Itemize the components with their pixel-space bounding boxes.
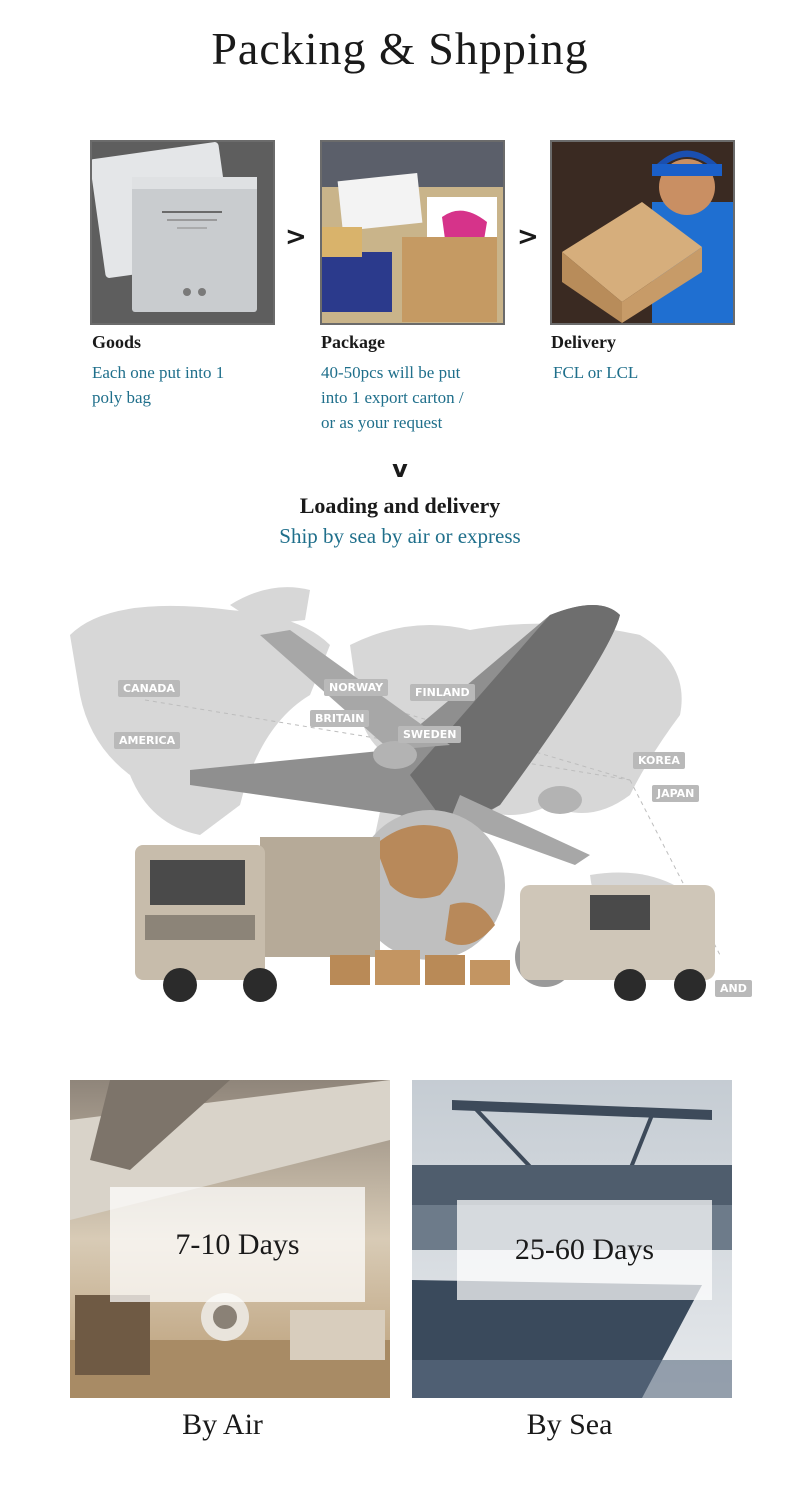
arrow-right-2: > — [517, 222, 539, 252]
air-days-label: 7-10 Days — [110, 1187, 365, 1302]
step-goods-title: Goods — [92, 332, 142, 352]
delivery-photo — [550, 140, 735, 325]
map-label-britain: BRITAIN — [310, 710, 369, 727]
loading-title: Loading and delivery — [299, 493, 501, 518]
step-delivery-title: Delivery — [551, 332, 616, 352]
sea-days-label: 25-60 Days — [457, 1200, 712, 1300]
step-package-title: Package — [321, 332, 385, 352]
sea-caption: By Sea — [526, 1408, 613, 1441]
map-label-partial: AND — [715, 980, 752, 997]
map-label-japan: JAPAN — [652, 785, 699, 802]
step-package-desc-line: into 1 export carton / — [321, 388, 464, 407]
step-goods-desc-line: Each one put into 1 — [92, 363, 225, 382]
map-label-canada: CANADA — [118, 680, 180, 697]
map-label-korea: KOREA — [633, 752, 685, 769]
map-label-america: AMERICA — [114, 732, 180, 749]
page-title: Packing & Shpping — [211, 23, 589, 74]
step-package-desc-line: 40-50pcs will be put — [321, 363, 461, 382]
arrow-right-1: > — [285, 222, 307, 252]
step-package-desc-line: or as your request — [321, 413, 443, 432]
package-photo — [320, 140, 505, 325]
loading-subtitle: Ship by sea by air or express — [279, 524, 521, 548]
step-goods-desc-line: poly bag — [92, 388, 152, 407]
arrow-down: v — [392, 455, 408, 483]
map-label-sweden: SWEDEN — [398, 726, 461, 743]
map-label-norway: NORWAY — [324, 679, 388, 696]
sea-card — [412, 1080, 732, 1398]
step-delivery-desc-line: FCL or LCL — [553, 363, 639, 382]
air-card — [70, 1080, 390, 1398]
step-delivery-desc — [553, 360, 638, 385]
step-goods-desc — [92, 360, 224, 410]
goods-photo — [90, 140, 275, 325]
step-package-desc — [321, 360, 464, 435]
air-caption: By Air — [182, 1408, 263, 1441]
world-map-illustration — [30, 575, 770, 1025]
map-label-finland: FINLAND — [410, 684, 475, 701]
